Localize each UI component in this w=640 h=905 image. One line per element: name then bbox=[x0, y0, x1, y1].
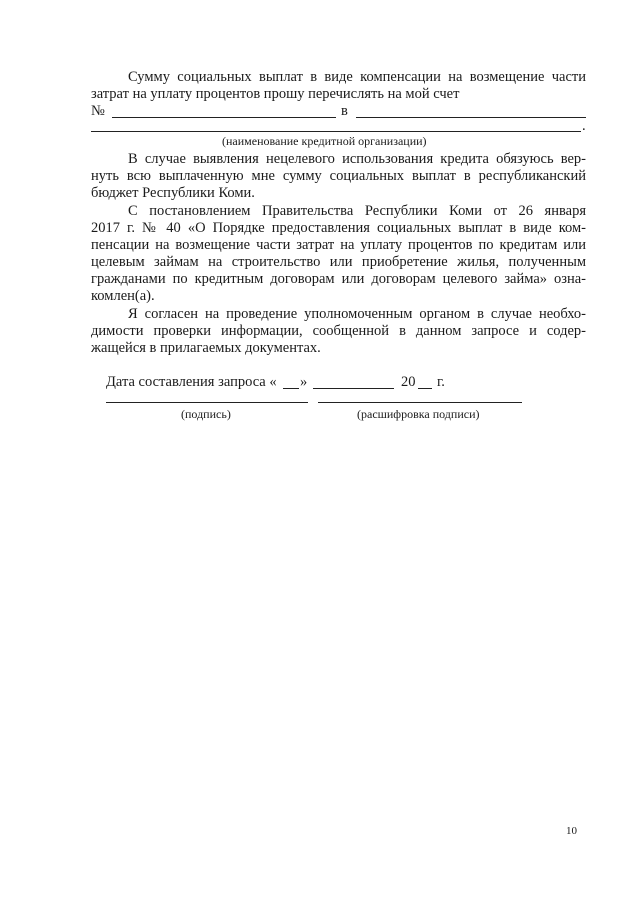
signature-decode-caption: (расшифровка подписи) bbox=[357, 407, 480, 421]
date-month-field[interactable] bbox=[313, 388, 394, 389]
date-close-quote: » bbox=[300, 374, 308, 390]
para3-line1: С постановлением Правительства Республики Коми от 26 января bbox=[128, 203, 586, 219]
para1-line1: Сумму социальных выплат в виде компенсации на возмещение части bbox=[128, 69, 586, 85]
bank-name-caption: (наименование кредитной организации) bbox=[222, 134, 427, 148]
para3-line5: гражданами по кредитным договорам или договорам целевого займа» озна- bbox=[91, 271, 586, 287]
date-year-prefix: 20 bbox=[401, 374, 416, 390]
account-number-label: № bbox=[91, 103, 105, 119]
bank-name-field-2[interactable] bbox=[91, 131, 581, 132]
date-label: Дата составления запроса « bbox=[106, 374, 277, 390]
signature-field[interactable] bbox=[106, 402, 308, 403]
para2-line3: бюджет Республики Коми. bbox=[91, 185, 255, 201]
para3-line2: 2017 г. № 40 «О Порядке предоставления социальных выплат в виде ком- bbox=[91, 220, 586, 236]
para3-line3: пенсации на возмещение части затрат на уплату процентов по кредитам или bbox=[91, 237, 586, 253]
signature-decode-field[interactable] bbox=[318, 402, 522, 403]
bank-name-field-1[interactable] bbox=[356, 117, 586, 118]
para1-line2: затрат на уплату процентов прошу перечислять на мой счет bbox=[91, 86, 460, 102]
signature-caption: (подпись) bbox=[181, 407, 231, 421]
para4-line1: Я согласен на проведение уполномоченным органом в случае необхо- bbox=[128, 306, 586, 322]
bank-end-period: . bbox=[582, 118, 586, 134]
account-number-field[interactable] bbox=[112, 117, 336, 118]
date-year-suffix: г. bbox=[437, 374, 445, 390]
para4-line2: димости проверки информации, сообщенной в данном запросе и содер- bbox=[91, 323, 586, 339]
para4-line3: жащейся в прилагаемых документах. bbox=[91, 340, 321, 356]
date-year-field[interactable] bbox=[418, 388, 432, 389]
para3-line4: целевым займам на строительство или приобретение жилья, полученным bbox=[91, 254, 586, 270]
para2-line2: нуть всю выплаченную мне сумму социальных выплат в республиканский bbox=[91, 168, 586, 184]
date-day-field[interactable] bbox=[283, 388, 299, 389]
bank-prefix-label: в bbox=[341, 103, 348, 119]
para3-line6: комлен(а). bbox=[91, 288, 155, 304]
para2-line1: В случае выявления нецелевого использования кредита обязуюсь вер- bbox=[128, 151, 586, 167]
page-number: 10 bbox=[566, 825, 577, 837]
